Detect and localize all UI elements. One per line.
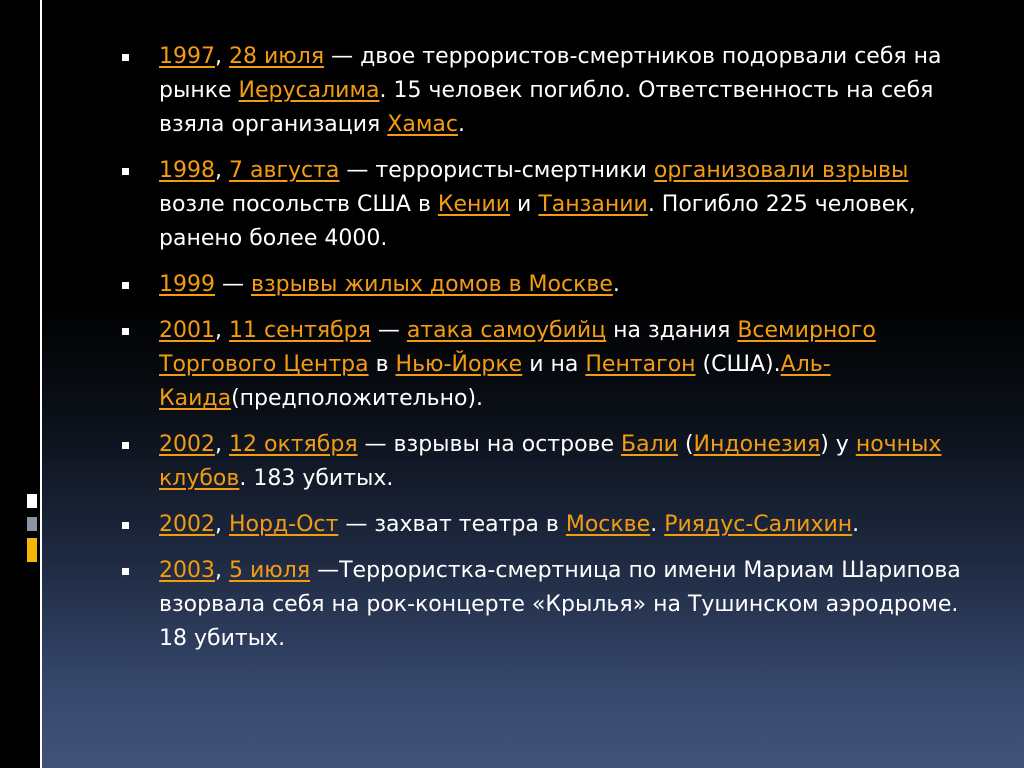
- hyperlink[interactable]: Риядус-Салихин: [664, 512, 853, 537]
- left-divider-line: [40, 0, 42, 768]
- bullet-icon: [122, 282, 129, 289]
- item-text: ) у: [820, 432, 856, 457]
- item-text: (: [677, 432, 694, 457]
- hyperlink[interactable]: Москве: [565, 512, 651, 537]
- bullet-icon: [122, 522, 129, 529]
- item-text: .: [458, 112, 465, 137]
- bullet-icon: [122, 328, 129, 335]
- hyperlink[interactable]: Всемирного Торгового Центра: [159, 318, 876, 377]
- item-text: (предположительно).: [231, 386, 484, 411]
- item-text: .: [612, 272, 620, 297]
- hyperlink[interactable]: 5 июля: [229, 558, 311, 583]
- hyperlink[interactable]: Нью-Йорке: [395, 352, 523, 377]
- item-text: ,: [215, 318, 229, 343]
- item-text: — террористы-смертники: [339, 158, 654, 183]
- hyperlink[interactable]: 1997: [159, 44, 215, 69]
- bullet-icon: [122, 168, 129, 175]
- hyperlink[interactable]: Бали: [621, 432, 678, 457]
- event-list: [118, 40, 978, 656]
- hyperlink[interactable]: 1999: [159, 272, 215, 297]
- item-text: в: [368, 352, 396, 377]
- item-text: ,: [215, 512, 229, 537]
- hyperlink[interactable]: Хамас: [387, 112, 458, 137]
- hyperlink[interactable]: 7 августа: [229, 158, 340, 183]
- item-text: —Террористка-смертница по имени Мариам Шарипова взорвала себя на рок-концерте «Крылья» на Тушинском аэродроме. 18 убитых.: [159, 558, 961, 651]
- bullet-icon: [122, 442, 129, 449]
- hyperlink[interactable]: атака самоубийц: [406, 318, 607, 343]
- item-text: и на: [522, 352, 586, 377]
- list-item: [118, 554, 978, 656]
- left-band: [0, 0, 40, 768]
- bullet-icon: [122, 568, 129, 575]
- hyperlink[interactable]: Аль-Каида: [159, 352, 831, 411]
- list-item: [118, 154, 978, 256]
- item-text: . 15 человек погибло. Ответственность на себя взяла организация: [159, 78, 934, 137]
- hyperlink[interactable]: 2003: [159, 558, 215, 583]
- item-text: —: [215, 272, 251, 297]
- hyperlink[interactable]: 2002: [159, 432, 215, 457]
- item-text: ,: [215, 432, 229, 457]
- item-text: .: [852, 512, 860, 537]
- hyperlink[interactable]: ночных клубов: [159, 432, 942, 491]
- item-text: — двое террористов-смертников подорвали себя на рынке: [159, 44, 942, 103]
- accent-bar-white: [27, 494, 37, 508]
- hyperlink[interactable]: 28 июля: [229, 44, 325, 69]
- hyperlink[interactable]: 1998: [159, 158, 215, 183]
- hyperlink[interactable]: Индонезия: [693, 432, 821, 457]
- hyperlink[interactable]: 12 октября: [229, 432, 358, 457]
- list-item: [118, 508, 978, 542]
- item-text: ,: [215, 44, 229, 69]
- item-text: — взрывы на острове: [357, 432, 622, 457]
- item-text: ,: [215, 158, 229, 183]
- list-item: [118, 428, 978, 496]
- item-text: — захват театра в: [338, 512, 566, 537]
- item-text: (США).: [695, 352, 781, 377]
- hyperlink[interactable]: Норд-Ост: [229, 512, 339, 537]
- item-text: . Погибло 225 человек, ранено более 4000.: [159, 192, 916, 251]
- bullet-icon: [122, 54, 129, 61]
- item-text: . 183 убитых.: [239, 466, 394, 491]
- accent-bar-gold: [27, 538, 37, 562]
- list-item: [118, 314, 978, 416]
- item-text: и: [510, 192, 539, 217]
- hyperlink[interactable]: Пентагон: [585, 352, 696, 377]
- hyperlink[interactable]: 2001: [159, 318, 215, 343]
- hyperlink[interactable]: 2002: [159, 512, 215, 537]
- slide-content: [118, 40, 978, 668]
- hyperlink[interactable]: организовали взрывы: [653, 158, 909, 183]
- item-text: —: [370, 318, 407, 343]
- hyperlink[interactable]: Иерусалима: [238, 78, 380, 103]
- list-item: [118, 40, 978, 142]
- accent-bar-gray: [27, 517, 37, 531]
- item-text: .: [650, 512, 665, 537]
- hyperlink[interactable]: Кении: [437, 192, 511, 217]
- item-text: ,: [215, 558, 229, 583]
- hyperlink[interactable]: взрывы жилых домов в Москве: [251, 272, 613, 297]
- item-text: на здания: [606, 318, 738, 343]
- hyperlink[interactable]: 11 сентября: [229, 318, 371, 343]
- hyperlink[interactable]: Танзании: [538, 192, 648, 217]
- item-text: возле посольств США в: [159, 192, 438, 217]
- list-item: [118, 268, 978, 302]
